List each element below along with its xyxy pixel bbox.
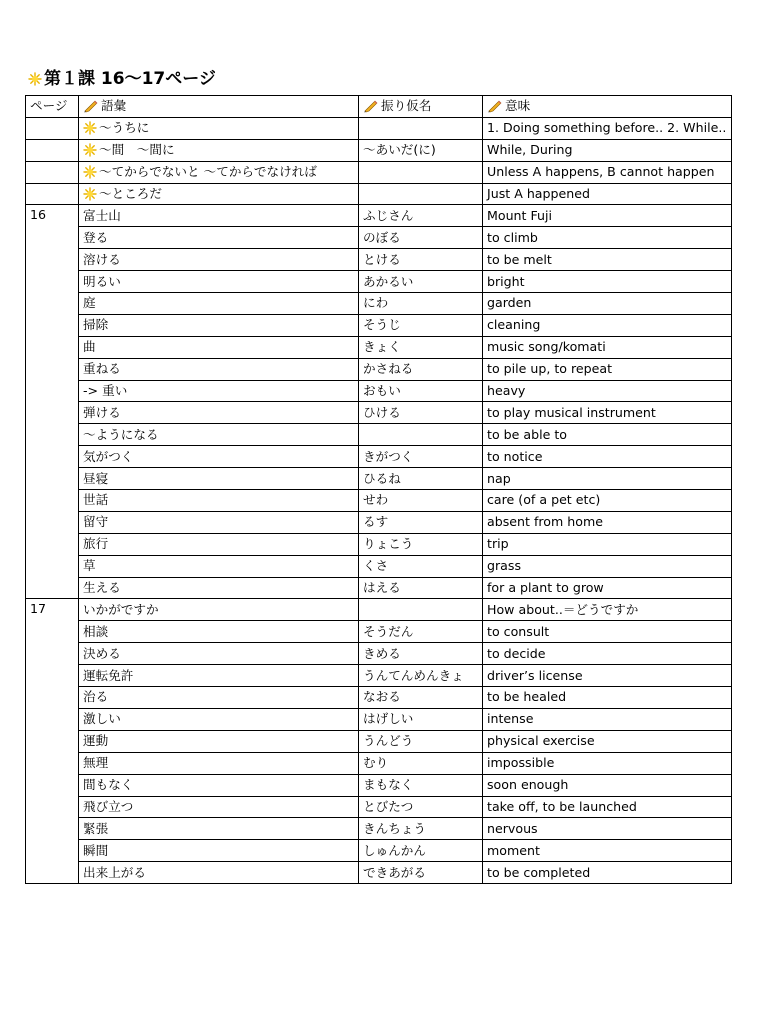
meaning-cell: to decide bbox=[483, 643, 732, 665]
table-row bbox=[26, 293, 732, 315]
vocab-cell: 重ねる bbox=[79, 358, 359, 380]
table-row bbox=[26, 774, 732, 796]
vocab-cell bbox=[79, 139, 359, 161]
furigana-cell: はげしい bbox=[359, 708, 483, 730]
table-row bbox=[26, 555, 732, 577]
vocab-cell: 掃除 bbox=[79, 314, 359, 336]
vocab-cell bbox=[79, 161, 359, 183]
furigana-cell bbox=[359, 117, 483, 139]
page-cell bbox=[26, 161, 79, 183]
table-row bbox=[26, 314, 732, 336]
grammar-row bbox=[26, 117, 732, 139]
table-row bbox=[26, 249, 732, 271]
vocab-cell: 相談 bbox=[79, 621, 359, 643]
meaning-cell: How about..＝どうですか bbox=[483, 599, 732, 621]
meaning-cell: Just A happened bbox=[483, 183, 732, 205]
header-page bbox=[26, 96, 79, 118]
furigana-cell: 〜あいだ(に) bbox=[359, 139, 483, 161]
star-icon bbox=[83, 187, 97, 201]
table-row bbox=[26, 708, 732, 730]
table-row bbox=[26, 730, 732, 752]
vocab-cell: 運動 bbox=[79, 730, 359, 752]
table-row bbox=[26, 818, 732, 840]
vocab-cell: 気がつく bbox=[79, 446, 359, 468]
meaning-cell: to play musical instrument bbox=[483, 402, 732, 424]
meaning-cell: to climb bbox=[483, 227, 732, 249]
furigana-cell bbox=[359, 161, 483, 183]
meaning-cell: grass bbox=[483, 555, 732, 577]
meaning-cell: for a plant to grow bbox=[483, 577, 732, 599]
star-icon bbox=[83, 143, 97, 157]
vocab-cell: 出来上がる bbox=[79, 862, 359, 884]
table-row bbox=[26, 271, 732, 293]
meaning-cell: to be healed bbox=[483, 687, 732, 709]
table-row bbox=[26, 862, 732, 884]
vocab-text: 〜間 〜間に bbox=[99, 142, 175, 158]
meaning-cell: to be melt bbox=[483, 249, 732, 271]
table-row bbox=[26, 687, 732, 709]
furigana-cell: のぼる bbox=[359, 227, 483, 249]
furigana-cell: まもなく bbox=[359, 774, 483, 796]
table-row bbox=[26, 752, 732, 774]
header-furigana bbox=[359, 96, 483, 118]
vocab-cell bbox=[79, 117, 359, 139]
table-row bbox=[26, 424, 732, 446]
vocab-cell: 草 bbox=[79, 555, 359, 577]
furigana-cell: できあがる bbox=[359, 862, 483, 884]
meaning-cell: garden bbox=[483, 293, 732, 315]
table-row bbox=[26, 533, 732, 555]
meaning-cell: nervous bbox=[483, 818, 732, 840]
table-row bbox=[26, 205, 732, 227]
vocab-text: 〜うちに bbox=[99, 120, 150, 136]
vocab-cell: 富士山 bbox=[79, 205, 359, 227]
vocab-table bbox=[25, 95, 732, 884]
pencil-icon bbox=[83, 100, 98, 113]
vocab-cell: 〜ようになる bbox=[79, 424, 359, 446]
furigana-cell: そうじ bbox=[359, 314, 483, 336]
meaning-cell: to consult bbox=[483, 621, 732, 643]
table-row bbox=[26, 336, 732, 358]
table-row bbox=[26, 599, 732, 621]
vocab-text: 〜てからでないと 〜てからでなければ bbox=[99, 164, 317, 180]
furigana-cell: ひるね bbox=[359, 468, 483, 490]
furigana-cell: るす bbox=[359, 511, 483, 533]
meaning-cell: soon enough bbox=[483, 774, 732, 796]
vocab-cell: -> 重い bbox=[79, 380, 359, 402]
meaning-cell: music song/komati bbox=[483, 336, 732, 358]
furigana-cell bbox=[359, 424, 483, 446]
table-row bbox=[26, 577, 732, 599]
table-row bbox=[26, 796, 732, 818]
table-row bbox=[26, 468, 732, 490]
header-vocab-label: 語彙 bbox=[101, 98, 127, 114]
meaning-cell: Mount Fuji bbox=[483, 205, 732, 227]
meaning-cell: to be able to bbox=[483, 424, 732, 446]
furigana-cell: きんちょう bbox=[359, 818, 483, 840]
furigana-cell: なおる bbox=[359, 687, 483, 709]
vocab-cell: 治る bbox=[79, 687, 359, 709]
page-number-cell: 17 bbox=[26, 599, 79, 884]
furigana-cell: とびたつ bbox=[359, 796, 483, 818]
page-cell bbox=[26, 183, 79, 205]
furigana-cell: そうだん bbox=[359, 621, 483, 643]
grammar-row bbox=[26, 139, 732, 161]
vocab-cell: 生える bbox=[79, 577, 359, 599]
vocab-cell: 激しい bbox=[79, 708, 359, 730]
meaning-cell: heavy bbox=[483, 380, 732, 402]
furigana-cell: はえる bbox=[359, 577, 483, 599]
meaning-cell: While, During bbox=[483, 139, 732, 161]
vocab-cell: いかがですか bbox=[79, 599, 359, 621]
furigana-cell: にわ bbox=[359, 293, 483, 315]
grammar-row bbox=[26, 183, 732, 205]
vocab-text: 〜ところだ bbox=[99, 186, 162, 201]
vocab-cell bbox=[79, 183, 359, 205]
page-cell bbox=[26, 139, 79, 161]
furigana-cell: きがつく bbox=[359, 446, 483, 468]
meaning-cell: Unless A happens, B cannot happen bbox=[483, 161, 732, 183]
meaning-cell: to be completed bbox=[483, 862, 732, 884]
furigana-cell: うんてんめんきょ bbox=[359, 665, 483, 687]
page-cell bbox=[26, 117, 79, 139]
vocab-cell: 瞬間 bbox=[79, 840, 359, 862]
meaning-cell: take off, to be launched bbox=[483, 796, 732, 818]
table-row bbox=[26, 665, 732, 687]
meaning-cell: physical exercise bbox=[483, 730, 732, 752]
meaning-cell: 1. Doing something before.. 2. While.. bbox=[483, 117, 732, 139]
page-title-text: 第１課 16〜17ページ bbox=[44, 69, 216, 89]
furigana-cell: ふじさん bbox=[359, 205, 483, 227]
page-number-cell: 16 bbox=[26, 205, 79, 599]
furigana-cell bbox=[359, 183, 483, 205]
meaning-cell: bright bbox=[483, 271, 732, 293]
furigana-cell: ひける bbox=[359, 402, 483, 424]
meaning-cell: driver’s license bbox=[483, 665, 732, 687]
vocab-cell: 登る bbox=[79, 227, 359, 249]
furigana-cell: とける bbox=[359, 249, 483, 271]
vocab-cell: 弾ける bbox=[79, 402, 359, 424]
grammar-row bbox=[26, 161, 732, 183]
furigana-cell: きめる bbox=[359, 643, 483, 665]
header-page-label: ページ bbox=[30, 98, 68, 114]
furigana-cell: むり bbox=[359, 752, 483, 774]
meaning-cell: to pile up, to repeat bbox=[483, 358, 732, 380]
header-meaning-label: 意味 bbox=[505, 98, 531, 114]
pencil-icon bbox=[363, 100, 378, 113]
meaning-cell: absent from home bbox=[483, 511, 732, 533]
furigana-cell: りょこう bbox=[359, 533, 483, 555]
vocab-cell: 飛び立つ bbox=[79, 796, 359, 818]
meaning-cell: nap bbox=[483, 468, 732, 490]
furigana-cell bbox=[359, 599, 483, 621]
vocab-cell: 世話 bbox=[79, 490, 359, 512]
page-title bbox=[28, 68, 216, 90]
table-row bbox=[26, 621, 732, 643]
vocab-cell: 溶ける bbox=[79, 249, 359, 271]
furigana-cell: せわ bbox=[359, 490, 483, 512]
vocab-cell: 緊張 bbox=[79, 818, 359, 840]
vocab-cell: 明るい bbox=[79, 271, 359, 293]
star-icon bbox=[83, 165, 97, 179]
header-furigana-label: 振り仮名 bbox=[381, 98, 432, 114]
furigana-cell: きょく bbox=[359, 336, 483, 358]
vocab-cell: 間もなく bbox=[79, 774, 359, 796]
vocab-cell: 無理 bbox=[79, 752, 359, 774]
vocab-cell: 昼寝 bbox=[79, 468, 359, 490]
vocab-cell: 曲 bbox=[79, 336, 359, 358]
header-row bbox=[26, 96, 732, 118]
table-row bbox=[26, 446, 732, 468]
star-icon bbox=[28, 72, 42, 86]
furigana-cell: あかるい bbox=[359, 271, 483, 293]
table-row bbox=[26, 840, 732, 862]
table-row bbox=[26, 402, 732, 424]
table-row bbox=[26, 358, 732, 380]
table-row bbox=[26, 227, 732, 249]
meaning-cell: impossible bbox=[483, 752, 732, 774]
meaning-cell: to notice bbox=[483, 446, 732, 468]
table-row bbox=[26, 643, 732, 665]
meaning-cell: intense bbox=[483, 708, 732, 730]
table-row bbox=[26, 380, 732, 402]
meaning-cell: moment bbox=[483, 840, 732, 862]
furigana-cell: うんどう bbox=[359, 730, 483, 752]
furigana-cell: かさねる bbox=[359, 358, 483, 380]
pencil-icon bbox=[487, 100, 502, 113]
table-row bbox=[26, 490, 732, 512]
table-row bbox=[26, 511, 732, 533]
vocab-cell: 留守 bbox=[79, 511, 359, 533]
meaning-cell: trip bbox=[483, 533, 732, 555]
vocab-cell: 運転免許 bbox=[79, 665, 359, 687]
furigana-cell: くさ bbox=[359, 555, 483, 577]
header-meaning bbox=[483, 96, 732, 118]
vocab-cell: 庭 bbox=[79, 293, 359, 315]
vocab-cell: 旅行 bbox=[79, 533, 359, 555]
meaning-cell: care (of a pet etc) bbox=[483, 490, 732, 512]
furigana-cell: しゅんかん bbox=[359, 840, 483, 862]
header-vocab bbox=[79, 96, 359, 118]
star-icon bbox=[83, 121, 97, 135]
meaning-cell: cleaning bbox=[483, 314, 732, 336]
vocab-cell: 決める bbox=[79, 643, 359, 665]
furigana-cell: おもい bbox=[359, 380, 483, 402]
